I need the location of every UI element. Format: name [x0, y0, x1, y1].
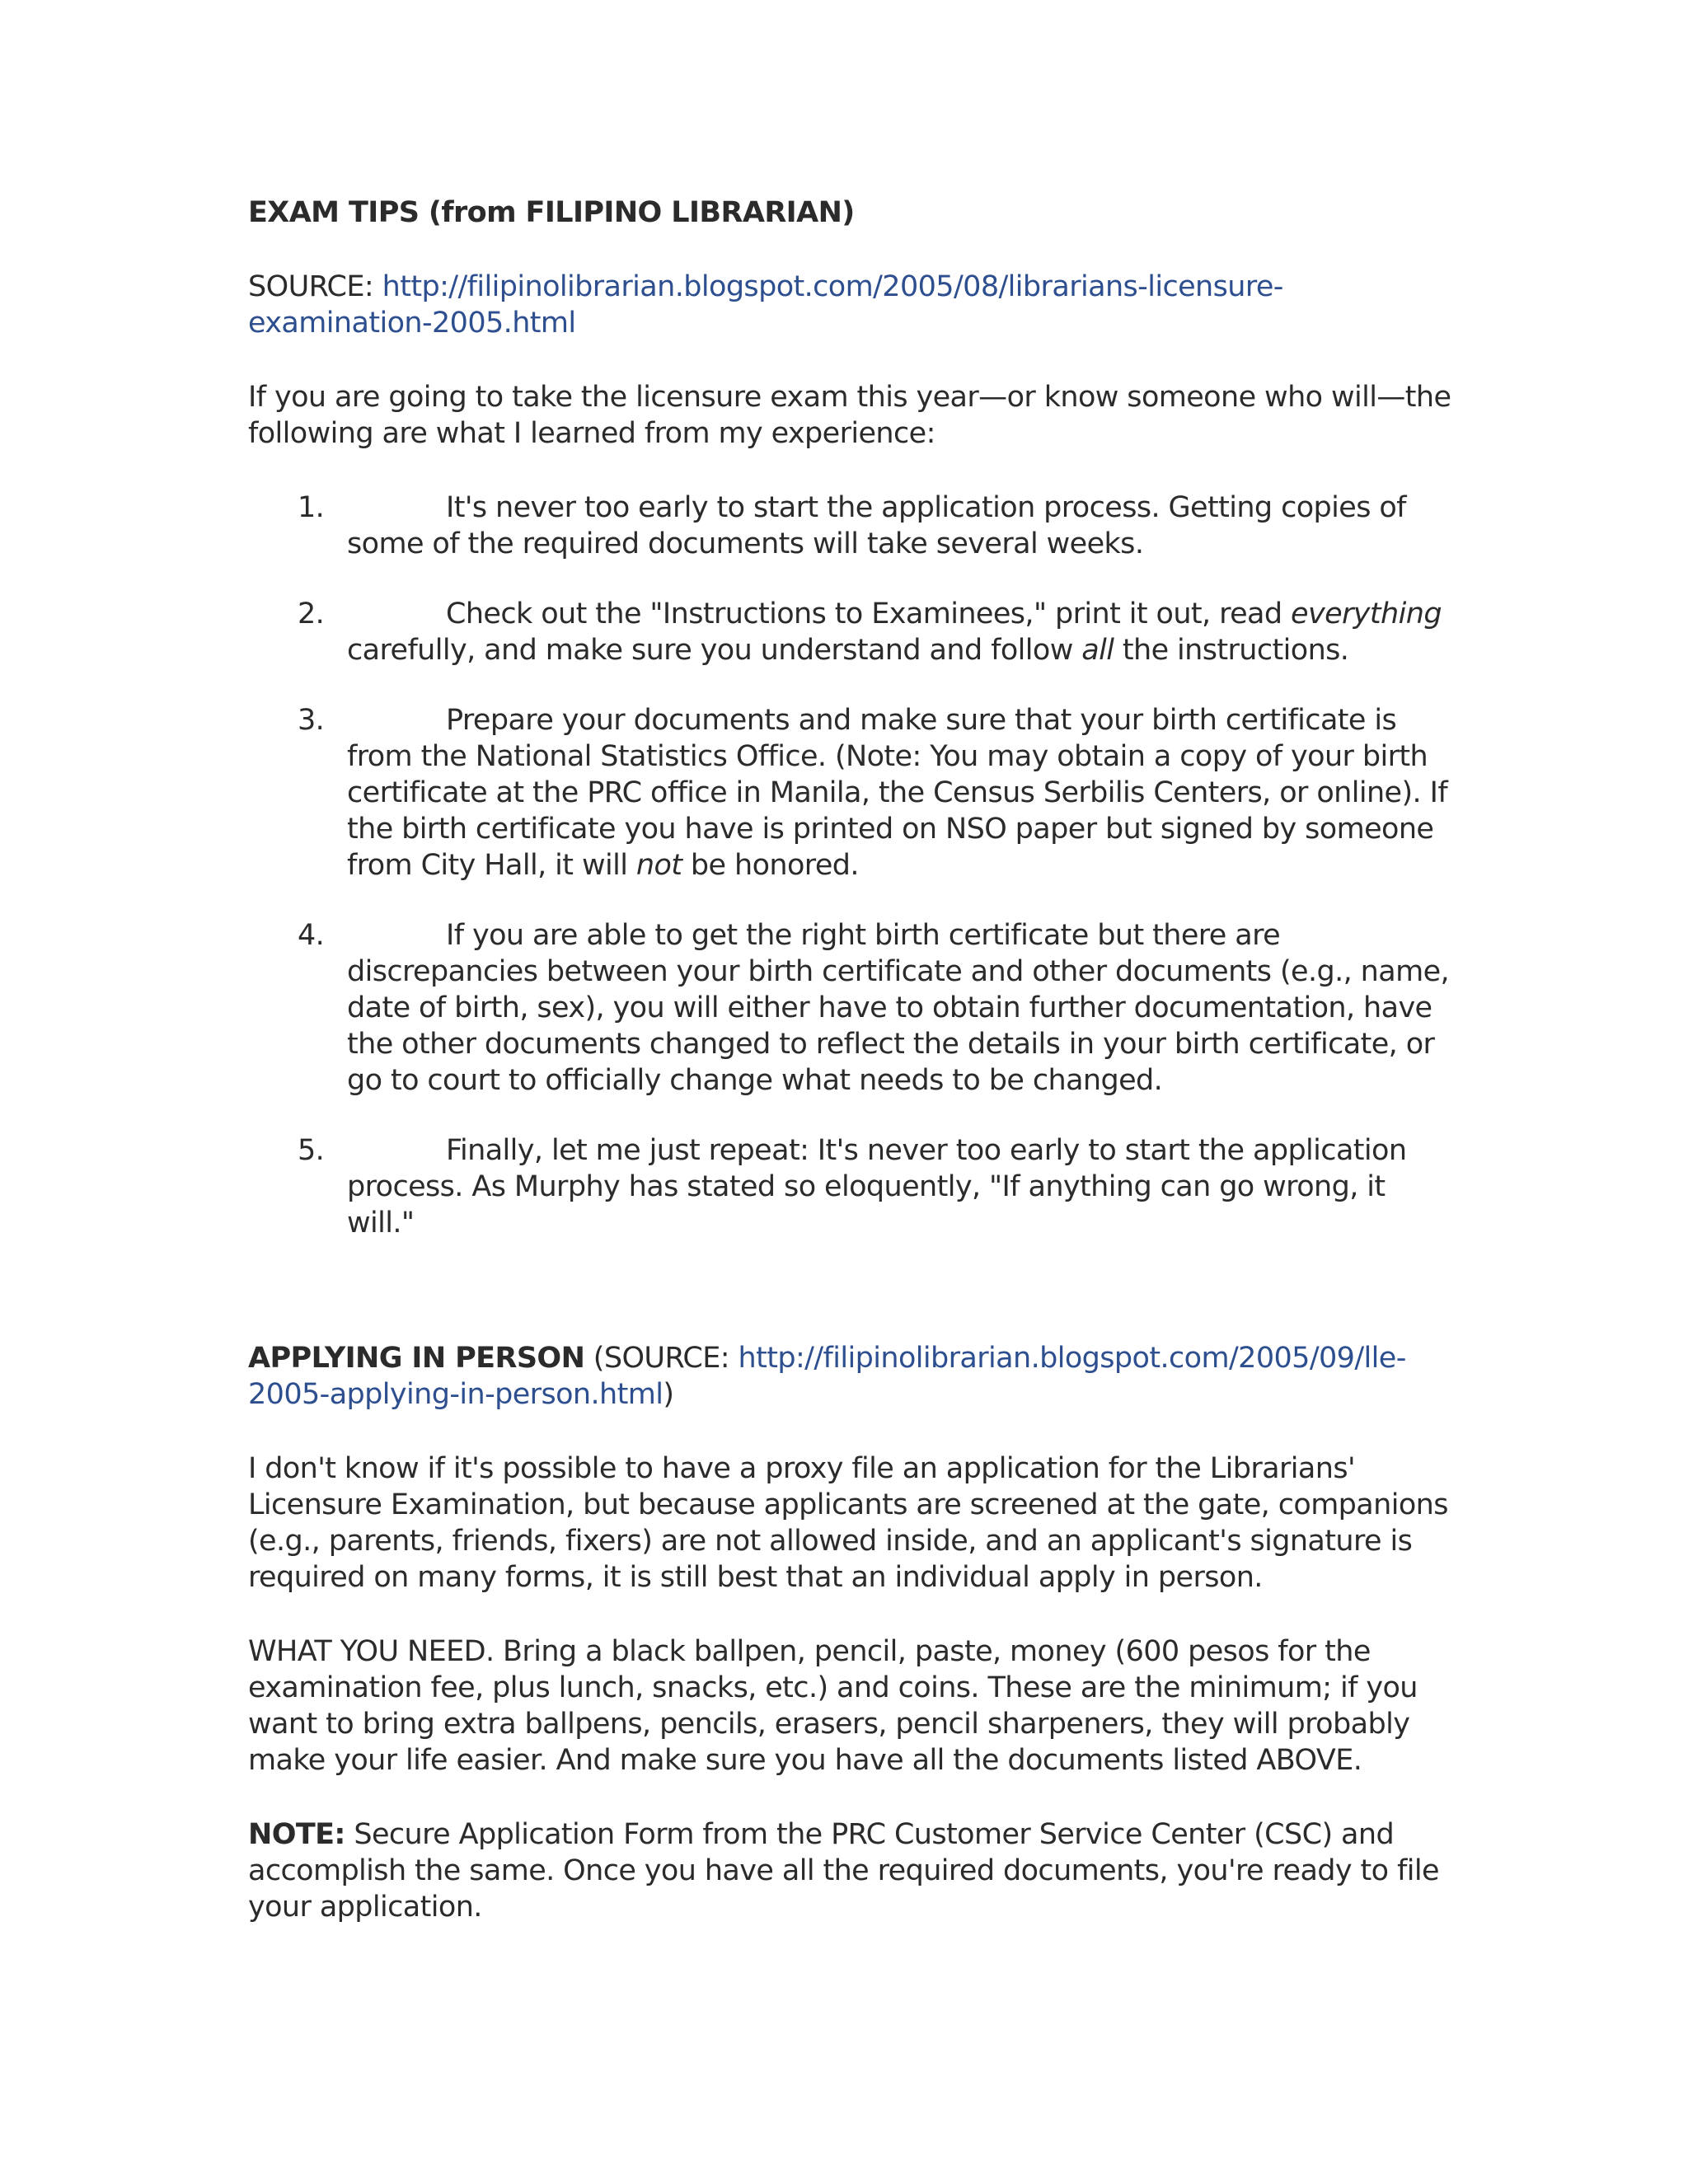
list-item-number: 2. — [298, 598, 325, 630]
list-item-text: be honored. — [682, 849, 859, 882]
applying-paragraph-2: WHAT YOU NEED. Bring a black ballpen, pencil, paste, money (600 pesos for the examination fee, plus lunch, snacks, etc.) and coins. These are the minimum; if you want to bring extra ballpens, pencils, erasers, pencil sharpeners, they will probably make your life easier. And make sure you have all the documents listed ABOVE. — [248, 1635, 1418, 1777]
list-item — [248, 490, 1451, 562]
list-item-text: carefully, and make sure you understand and follow — [347, 634, 1082, 667]
emphasis-text: all — [1081, 634, 1114, 667]
applying-heading-line — [248, 1340, 1451, 1413]
list-item — [248, 1132, 1451, 1241]
exam-tips-heading: EXAM TIPS (from FILIPINO LIBRARIAN) — [248, 196, 855, 229]
list-item — [248, 596, 1451, 668]
note-paragraph — [248, 1816, 1451, 1925]
exam-tips-source — [248, 269, 1451, 341]
emphasis-text: everything — [1291, 598, 1442, 630]
list-item — [248, 917, 1451, 1099]
exam-tips-intro: If you are going to take the licensure exam this year—or know someone who will—the following are what I learned from my experience: — [248, 381, 1451, 450]
applying-source-close: ) — [663, 1378, 674, 1411]
list-item-text: Check out the "Instructions to Examinees," print it out, read — [446, 598, 1292, 630]
emphasis-text: not — [635, 849, 682, 882]
applying-source-open: (SOURCE: — [584, 1342, 738, 1375]
note-text: Secure Application Form from the PRC Customer Service Center (CSC) and accomplish the same. Once you have all the required documents, you're ready to file your application. — [248, 1818, 1439, 1924]
source-label: SOURCE: — [248, 270, 382, 303]
list-item-number: 5. — [298, 1134, 325, 1167]
exam-tips-list — [248, 490, 1451, 1241]
list-item — [248, 702, 1451, 883]
document-page — [248, 194, 1451, 1925]
list-item-text: It's never too early to start the application process. Getting copies of some of the required documents will take several weeks. — [347, 491, 1406, 560]
list-item-number: 3. — [298, 704, 325, 737]
list-item-text: If you are able to get the right birth certificate but there are discrepancies between your birth certificate and other documents (e.g., name, date of birth, sex), you will either have to obtain further documentation, have the other documents changed to reflect the details in your birth certificate, or go to court to officially change what needs to be changed. — [347, 919, 1450, 1097]
list-item-number: 1. — [298, 491, 325, 524]
list-item-number: 4. — [298, 919, 325, 952]
list-item-text: Finally, let me just repeat: It's never too early to start the application process. As Murphy has stated so eloquently, "If anything can go wrong, it will." — [347, 1134, 1407, 1240]
note-label: NOTE: — [248, 1818, 345, 1851]
applying-paragraph-1: I don't know if it's possible to have a proxy file an application for the Librarians' Licensure Examination, but because applicants are screened at the gate, companions (e.g., parents, friends, fixers) are not allowed inside, and an applicant's signature is required on many forms, it is still best that an individual apply in person. — [248, 1452, 1448, 1594]
applying-source-link[interactable]: http://filipinolibrarian.blogspot.com/2005/09/lle-2005-applying-in-person.html — [248, 1342, 1406, 1411]
list-item-text: the instructions. — [1114, 634, 1349, 667]
applying-heading: APPLYING IN PERSON — [248, 1342, 585, 1375]
exam-tips-source-link[interactable]: http://filipinolibrarian.blogspot.com/2005/08/librarians-licensure-examination-2005.html — [248, 270, 1283, 340]
list-item-text: Prepare your documents and make sure that your birth certificate is from the National Statistics Office. (Note: You may obtain a copy of your birth certificate at the PRC office in Manila, the Census Serbilis Centers, or online). If the birth certificate you have is printed on NSO paper but signed by someone from City Hall, it will — [347, 704, 1448, 882]
